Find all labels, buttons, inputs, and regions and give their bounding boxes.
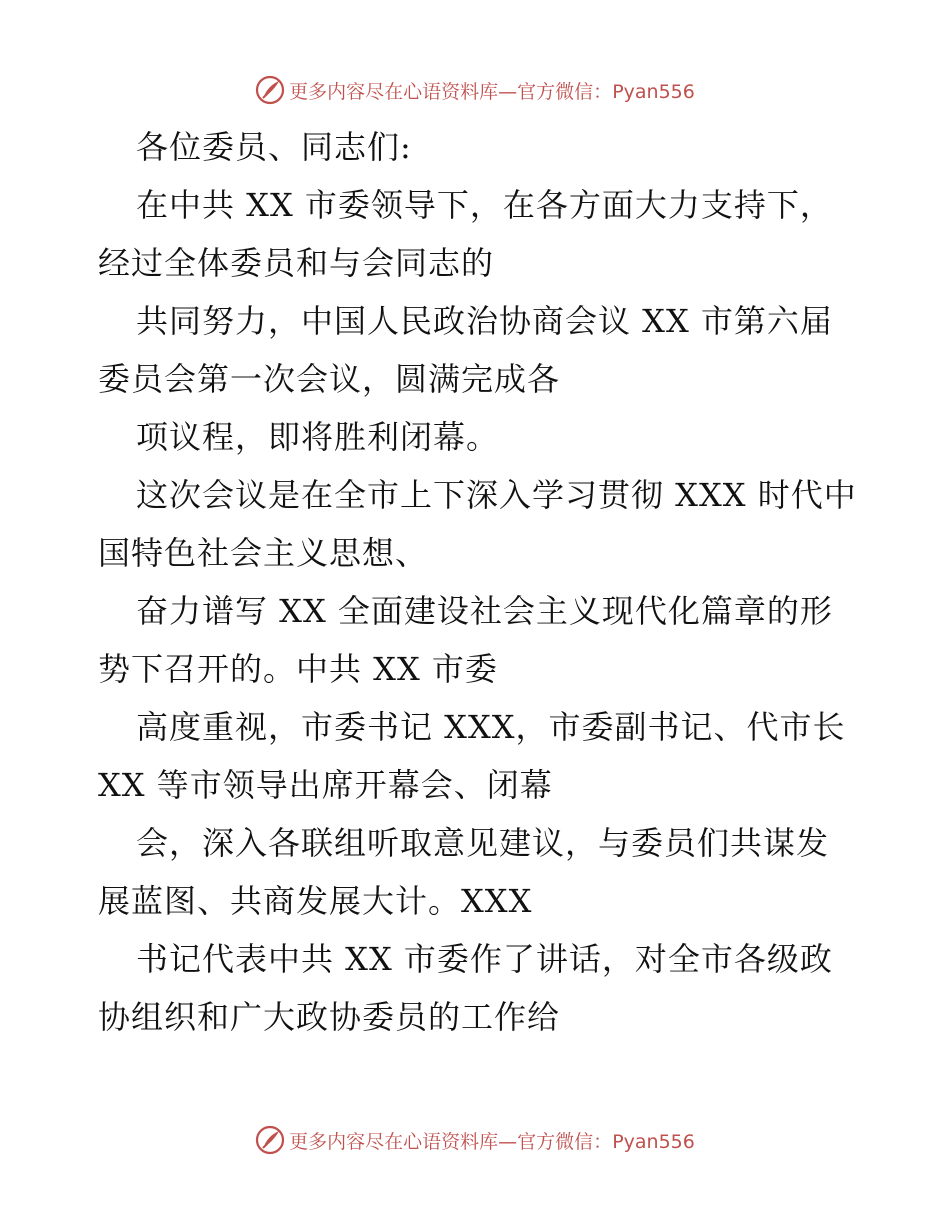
paragraph: 项议程，即将胜利闭幕。 [136,418,500,456]
header-watermark-text: 更多内容尽在心语资料库—官方微信：Pyan556 [289,80,695,103]
paragraph: 共同努力，中国人民政治协商会议 XX 市第六届委员会第一次会议，圆满完成各 [98,302,833,398]
quill-logo-icon [255,75,285,105]
paragraph: 书记代表中共 XX 市委作了讲话，对全市各级政协组织和广大政协委员的工作给 [98,940,833,1036]
header-watermark-banner [0,72,950,108]
footer-watermark-banner [0,1122,950,1158]
quill-logo-icon [255,1125,285,1155]
paragraph: 这次会议是在全市上下深入学习贯彻 XXX 时代中国特色社会主义思想、 [98,476,857,572]
paragraph: 在中共 XX 市委领导下，在各方面大力支持下，经过全体委员和与会同志的 [98,186,833,282]
paragraph: 各位委员、同志们: [136,128,412,166]
footer-watermark-text: 更多内容尽在心语资料库—官方微信：Pyan556 [289,1130,695,1153]
paragraph: 奋力谱写 XX 全面建设社会主义现代化篇章的形势下召开的。中共 XX 市委 [98,592,833,688]
paragraph: 高度重视，市委书记 XXX，市委副书记、代市长 XX 等市领导出席开幕会、闭幕 [98,708,846,804]
paragraph: 会，深入各联组听取意见建议，与委员们共谋发展蓝图、共商发展大计。XXX [98,824,830,920]
document-body [98,118,858,1046]
